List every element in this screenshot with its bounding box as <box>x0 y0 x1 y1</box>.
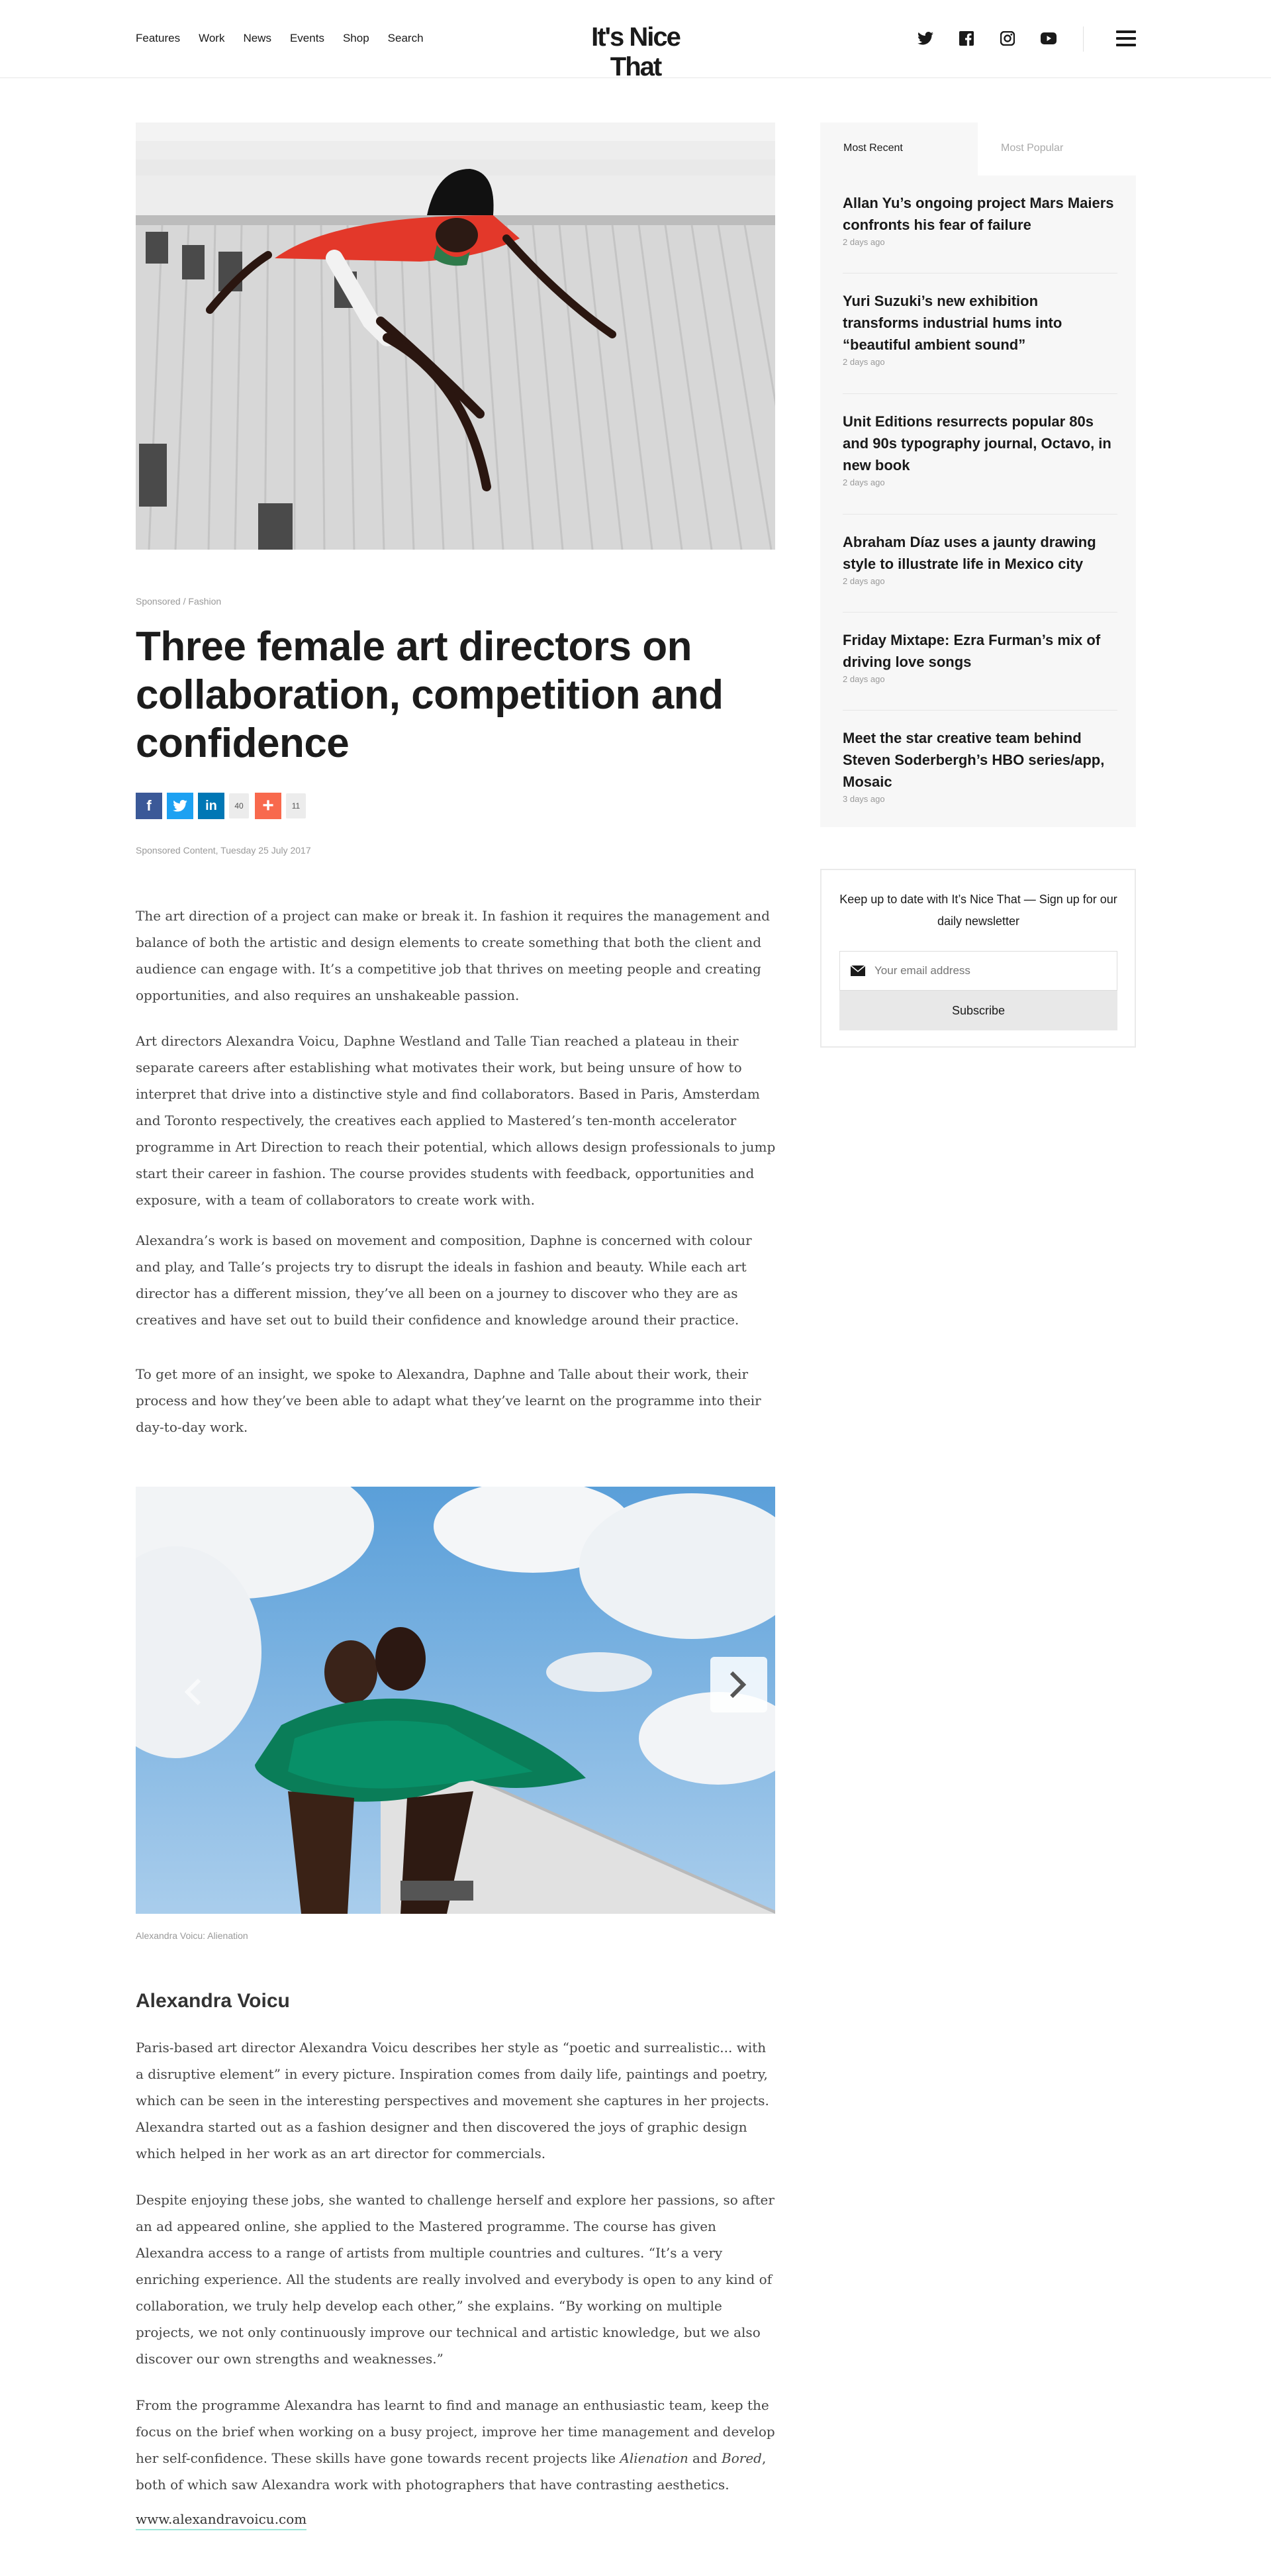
share-bar <box>136 793 312 819</box>
article-paragraph: The art direction of a project can make or break it. In fashion it requires the management and balance of both the artistic and design elements to create something that both the client and audience can engage with. It’s a competitive job that thrives on meeting people and creating opportunities, and also requires an unshakeable passion. <box>136 908 770 1003</box>
newsletter-text: Keep up to date with It’s Nice That — Sign up for our daily newsletter <box>839 893 1117 928</box>
article-category[interactable]: Sponsored / Fashion <box>136 596 222 607</box>
image-slider[interactable] <box>136 1487 775 1914</box>
recent-article-title[interactable]: Yuri Suzuki’s new exhibition transforms industrial hums into “beautiful ambient sound” <box>843 293 1062 353</box>
email-input[interactable] <box>874 964 1100 977</box>
addthis-share-icon[interactable]: + <box>255 793 281 819</box>
hamburger-menu-icon[interactable] <box>1116 30 1136 46</box>
project-title-bored: Bored <box>722 2450 762 2466</box>
article-paragraph <box>136 2392 778 2498</box>
recent-article-title[interactable]: Friday Mixtape: Ezra Furman’s mix of driving love songs <box>843 632 1101 670</box>
paragraph-text: , both of which saw Alexandra work with photographers that have contrasting aesthetics. <box>136 2450 767 2493</box>
recent-article-title[interactable]: Abraham Díaz uses a jaunty drawing style to illustrate life in Mexico city <box>843 534 1096 572</box>
sidebar-divider <box>843 393 1117 394</box>
subscribe-button[interactable]: Subscribe <box>839 991 1117 1030</box>
sidebar-tabs <box>820 123 1136 175</box>
recent-article-date: 2 days ago <box>843 576 885 586</box>
paragraph-text: From the programme Alexandra has learnt to find and manage an enthusiastic team, keep the focus on the brief when working on a busy project, improve her time management and develop her self-confidence. These skills have gone towards recent projects like <box>136 2397 775 2466</box>
article-paragraph: Paris-based art director Alexandra Voicu describes her style as “poetic and surrealistic... with a disruptive element” in every picture. Inspiration comes from daily life, paintings and poetry, which can be seen in the interesting perspectives and movement she captures in her projects. Alexandra started out as a fashion designer and then discovered the joys of graphic design which helped in her work as an art director for commercials. <box>136 2040 769 2161</box>
sidebar-divider <box>843 710 1117 711</box>
recent-article-item[interactable] <box>843 192 1117 247</box>
recent-article-item[interactable] <box>843 411 1117 487</box>
youtube-icon[interactable] <box>1039 29 1058 48</box>
tab-most-recent[interactable]: Most Recent <box>820 123 978 175</box>
facebook-icon[interactable] <box>957 29 976 48</box>
slider-caption: Alexandra Voicu: Alienation <box>136 1930 248 1941</box>
recent-article-date: 2 days ago <box>843 477 885 487</box>
addthis-share-count: 11 <box>286 793 306 818</box>
envelope-icon <box>851 966 865 976</box>
facebook-share-icon[interactable]: f <box>136 793 162 819</box>
slider-next-icon[interactable] <box>710 1657 767 1712</box>
recent-article-title[interactable]: Meet the star creative team behind Steven Soderbergh’s HBO series/app, Mosaic <box>843 730 1105 790</box>
section-heading: Alexandra Voicu <box>136 1990 290 2012</box>
site-header <box>0 0 1271 81</box>
nav-search[interactable]: Search <box>387 32 424 44</box>
newsletter-email-field[interactable] <box>839 951 1117 991</box>
article-paragraph: To get more of an insight, we spoke to Alexandra, Daphne and Talle about their work, their process and how they’ve been able to adapt what they’ve learnt on the programme into their day-to-day work. <box>136 1366 761 1435</box>
recent-article-item[interactable] <box>843 629 1117 684</box>
article-meta: Sponsored Content, Tuesday 25 July 2017 <box>136 845 311 856</box>
nav-events[interactable]: Events <box>289 32 324 44</box>
article-paragraph: Alexandra’s work is based on movement and composition, Daphne is concerned with colour and play, and Talle’s projects try to disrupt the ideals in fashion and beauty. While each art director has a different mission, they’ve all been on a journey to discover who they are as creatives and have set out to build their confidence and knowledge around their practice. <box>136 1232 752 1328</box>
recent-article-item[interactable] <box>843 290 1117 367</box>
recent-article-item[interactable] <box>843 531 1117 586</box>
recent-article-date: 2 days ago <box>843 357 885 367</box>
article-paragraph: Art directors Alexandra Voicu, Daphne Westland and Talle Tian reached a plateau in their separate careers after establishing what motivates their work, but being unsure of how to interpret that drive into a distinctive style and find collaborators. Based in Paris, Amsterdam and Toronto respectively, the creatives each applied to Mastered’s ten-month accelerator programme in Art Direction to reach their potential, which allows design professionals to jump start their career in fashion. The course provides students with feedback, opportunities and exposure, with a team of collaborators to create work with. <box>136 1033 776 1208</box>
recent-article-date: 3 days ago <box>843 794 885 804</box>
site-logo[interactable]: It's Nice That <box>591 23 680 81</box>
recent-article-date: 2 days ago <box>843 237 885 247</box>
artist-website-link[interactable]: www.alexandravoicu.com <box>136 2511 306 2530</box>
project-title-alienation: Alienation <box>620 2450 688 2466</box>
nav-work[interactable]: Work <box>199 32 225 44</box>
linkedin-share-icon[interactable]: in <box>198 793 224 819</box>
recent-article-title[interactable]: Unit Editions resurrects popular 80s and 90s typography journal, Octavo, in new book <box>843 413 1111 473</box>
social-links <box>916 29 1080 48</box>
article-title: Three female art directors on collaboration, competition and confidence <box>136 624 724 766</box>
twitter-icon[interactable] <box>916 29 935 48</box>
sidebar-divider <box>843 514 1117 515</box>
instagram-icon[interactable] <box>998 29 1017 48</box>
header-divider <box>1083 26 1084 52</box>
twitter-share-icon[interactable] <box>167 793 193 819</box>
sidebar-divider <box>843 612 1117 613</box>
recent-article-date: 2 days ago <box>843 674 885 684</box>
slider-prev-icon[interactable] <box>169 1669 215 1715</box>
article-paragraph: Despite enjoying these jobs, she wanted to challenge herself and explore her passions, so after an ad appeared online, she applied to the Mastered programme. The course has given Alexandra access to a range of artists from multiple countries and cultures. “It’s a very enriching experience. All the students are really involved and everybody is open to any kind of collaboration, we truly help develop each other,” she explains. “By working on multiple projects, we not only continuously improve our technical and artistic knowledge, but we also discover our own strengths and weaknesses.” <box>136 2192 775 2367</box>
paragraph-text: and <box>688 2450 722 2466</box>
linkedin-share-count: 40 <box>229 793 249 818</box>
tab-most-popular[interactable]: Most Popular <box>978 123 1136 175</box>
nav-news[interactable]: News <box>243 32 271 44</box>
nav-features[interactable]: Features <box>136 32 181 44</box>
recent-article-item[interactable] <box>843 727 1117 804</box>
nav-shop[interactable]: Shop <box>342 32 369 44</box>
main-nav <box>136 32 442 45</box>
recent-article-title[interactable]: Allan Yu’s ongoing project Mars Maiers confronts his fear of failure <box>843 195 1114 233</box>
hero-image <box>136 123 775 550</box>
